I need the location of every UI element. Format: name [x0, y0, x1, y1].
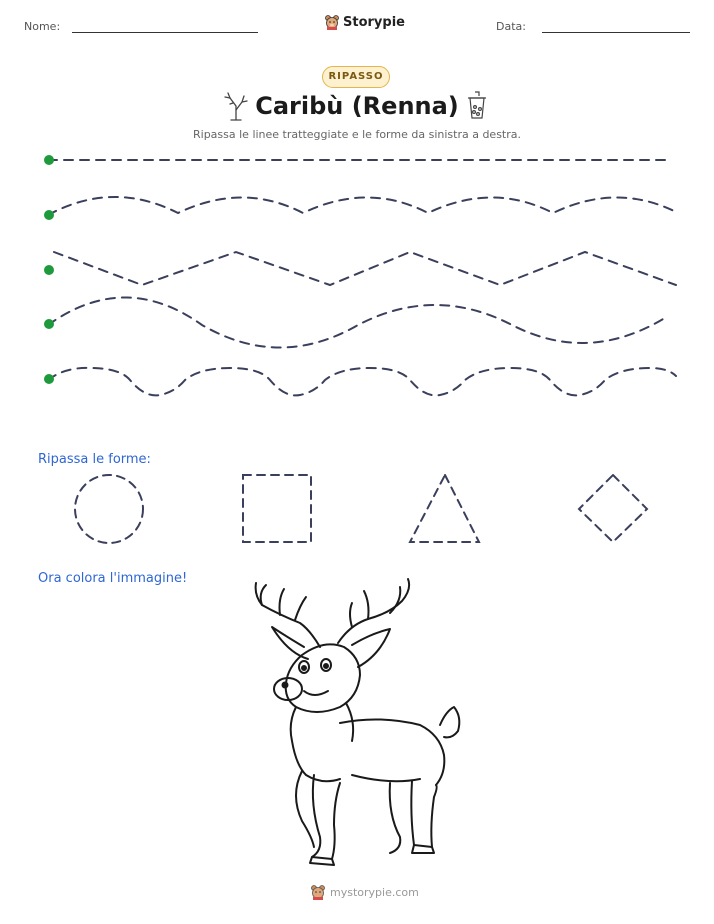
trace-diamond — [579, 475, 647, 542]
page-title: Caribù (Renna) — [255, 92, 459, 120]
date-label: Data: — [496, 20, 526, 33]
trace-triangle — [410, 475, 479, 542]
start-dot — [44, 374, 54, 384]
trace-square — [243, 475, 311, 542]
footer-url[interactable]: mystorypie.com — [330, 885, 419, 899]
trace-line-bumpy-wave — [48, 368, 676, 396]
color-section-label: Ora colora l'immagine! — [38, 571, 188, 586]
trace-line-gentle-wave — [48, 197, 678, 215]
start-dot — [44, 155, 54, 165]
footer — [310, 884, 419, 900]
trace-line-wave — [48, 298, 668, 348]
start-dot — [44, 265, 54, 275]
tracing-lines — [0, 0, 714, 420]
shapes-row — [0, 470, 714, 550]
instructions: Ripassa le linee tratteggiate e le forme da sinistra a destra. — [193, 128, 521, 141]
storypie-bear-icon — [310, 884, 326, 900]
review-badge: RIPASSO — [322, 66, 390, 88]
shapes-section-label: Ripassa le forme: — [38, 452, 151, 467]
start-dot — [44, 210, 54, 220]
name-label: Nome: — [24, 20, 61, 33]
trace-circle — [75, 475, 143, 543]
start-dot — [44, 319, 54, 329]
reindeer-drawing — [240, 575, 470, 875]
trace-line-zigzag — [54, 252, 676, 285]
brand-name: Storypie — [343, 14, 405, 30]
